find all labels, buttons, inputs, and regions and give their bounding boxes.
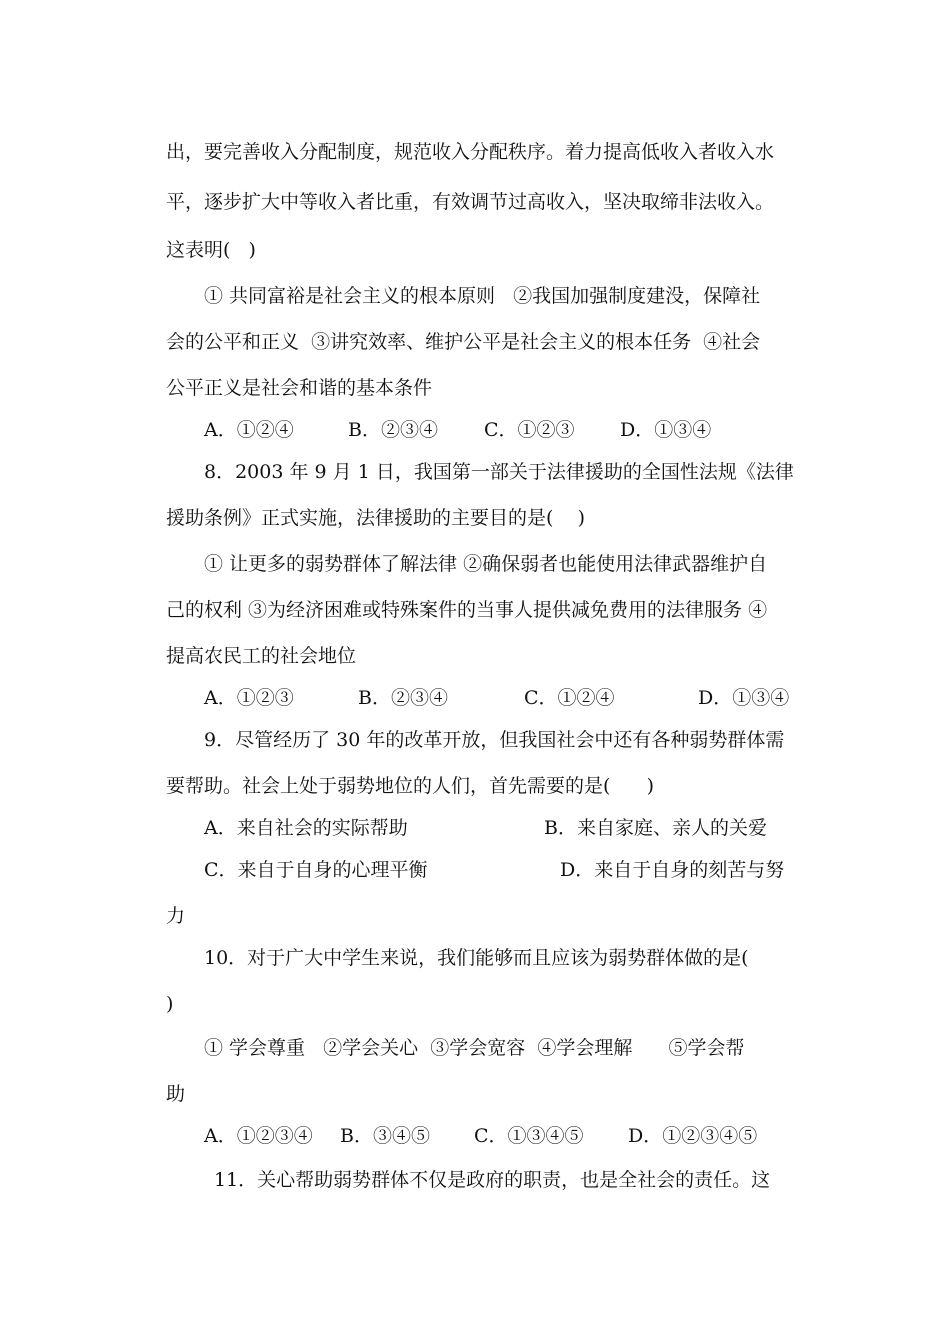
q10-text-line-1: 10．对于广大中学生来说，我们能够而且应该为弱势群体做的是( (204, 947, 749, 969)
q10-option-a: A．①②③④ (204, 1125, 313, 1147)
q9-text-line-1: 9．尽管经历了 30 年的改革开放，但我国社会中还有各种弱势群体需 (204, 729, 785, 751)
q7-option-a: A．①②④ (204, 419, 294, 441)
q9-option-d: D．来自于自身的刻苦与努 (560, 859, 785, 881)
q10-statement-line-1: ① 学会尊重 ②学会关心 ③学会宽容 ④学会理解 ⑤学会帮 (204, 1037, 745, 1059)
q7-text-line-3: 这表明( ) (166, 239, 256, 261)
q9-option-b: B．来自家庭、亲人的关爱 (544, 817, 767, 839)
q7-statement-line-1: ① 共同富裕是社会主义的根本原则 ②我国加强制度建没，保障社 (204, 285, 761, 307)
q8-option-c: C．①②④ (524, 687, 615, 709)
q9-option-d-wrap: 力 (166, 905, 186, 927)
q10-option-c: C．①③④⑤ (474, 1125, 584, 1147)
q7-statement-line-3: 公平正义是社会和谐的基本条件 (166, 377, 433, 399)
q11-text-line-1: 11．关心帮助弱势群体不仅是政府的职责，也是全社会的责任。这 (214, 1169, 771, 1191)
q8-option-b: B．②③④ (358, 687, 448, 709)
q10-text-line-2: ) (166, 993, 174, 1015)
q9-text-line-2: 要帮助。社会上处于弱势地位的人们，首先需要的是( ) (166, 775, 655, 797)
q7-text-line-2: 平，逐步扩大中等收入者比重，有效调节过高收入，坚决取缔非法收入。 (166, 191, 775, 213)
q7-statement-line-2: 会的公平和正义 ③讲究效率、维护公平是社会主义的根本任务 ④社会 (166, 331, 761, 353)
q9-option-c: C．来自于自身的心理平衡 (204, 859, 428, 881)
q10-option-d: D．①②③④⑤ (628, 1125, 758, 1147)
q8-statement-line-2: 己的权利 ③为经济困难或特殊案件的当事人提供减免费用的法律服务 ④ (166, 599, 768, 621)
q10-statement-line-2: 助 (166, 1083, 186, 1105)
q7-text-line-1: 出，要完善收入分配制度，规范收入分配秩序。着力提高低收入者收入水 (166, 141, 775, 163)
q10-option-b: B．③④⑤ (340, 1125, 430, 1147)
q9-option-a: A．来自社会的实际帮助 (204, 817, 408, 839)
q8-option-a: A．①②③ (204, 687, 294, 709)
q7-option-b: B．②③④ (348, 419, 438, 441)
q8-statement-line-3: 提高农民工的社会地位 (166, 645, 357, 667)
q7-option-c: C．①②③ (484, 419, 575, 441)
q8-statement-line-1: ① 让更多的弱势群体了解法律 ②确保弱者也能使用法律武器维护自 (204, 553, 768, 575)
q8-option-d: D．①③④ (698, 687, 790, 709)
q7-option-d: D．①③④ (620, 419, 712, 441)
q8-text-line-1: 8．2003 年 9 月 1 日，我国第一部关于法律援助的全国性法规《法律 (204, 461, 794, 483)
q8-text-line-2: 援助条例》正式实施，法律援助的主要目的是( ) (166, 507, 585, 529)
